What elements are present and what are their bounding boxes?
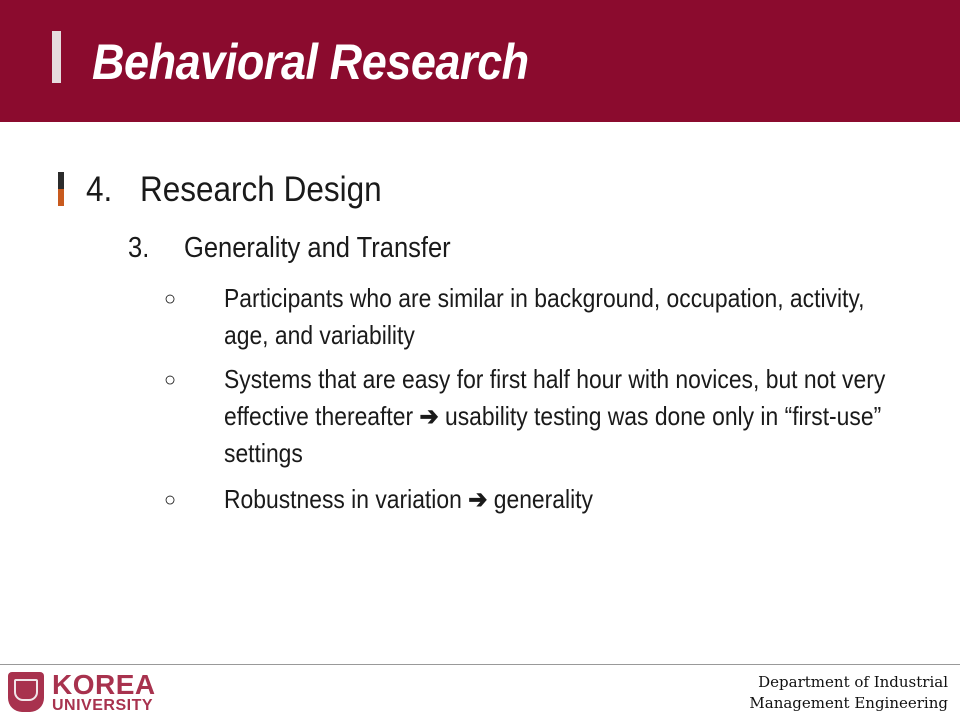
arrow-icon: ➔ [468,484,488,514]
bullet-text [224,280,893,354]
footer-divider [0,664,960,665]
department-label [749,672,948,714]
university-logo [8,669,156,716]
level2-text: Generality and Transfer [184,232,451,264]
bullet-text [224,361,893,472]
dept-line2: Management Engineering [749,694,948,712]
bullet-text-a: Systems that are easy for first half hour with novices, but not very effective thereafter [224,364,886,431]
circle-bullet-icon: ○ [164,288,177,310]
circle-bullet-icon: ○ [164,489,177,511]
level1-bullet-icon [58,172,64,206]
level1-number: 4. [86,170,113,209]
bullet-text-a: Participants who are similar in background, occupation, activity, age, and variability [224,283,865,350]
university-seal-icon [8,672,44,712]
level1-text: Research Design [140,170,382,209]
dept-line1: Department of Industrial [758,673,948,691]
level2-number: 3. [128,232,150,264]
title-marker [52,31,61,83]
bullet-text [224,481,893,518]
logo-line2: UNIVERSITY [52,697,154,714]
title-bar [0,0,960,122]
circle-bullet-icon: ○ [164,369,177,391]
arrow-icon: ➔ [419,401,439,431]
logo-line1: KOREA [52,669,156,700]
bullet-text-b: usability testing was done only in “first-use” settings [224,401,882,468]
bullet-text-b: generality [493,484,593,514]
slide-title: Behavioral Research [92,34,529,90]
bullet-text-a: Robustness in variation [224,484,462,514]
